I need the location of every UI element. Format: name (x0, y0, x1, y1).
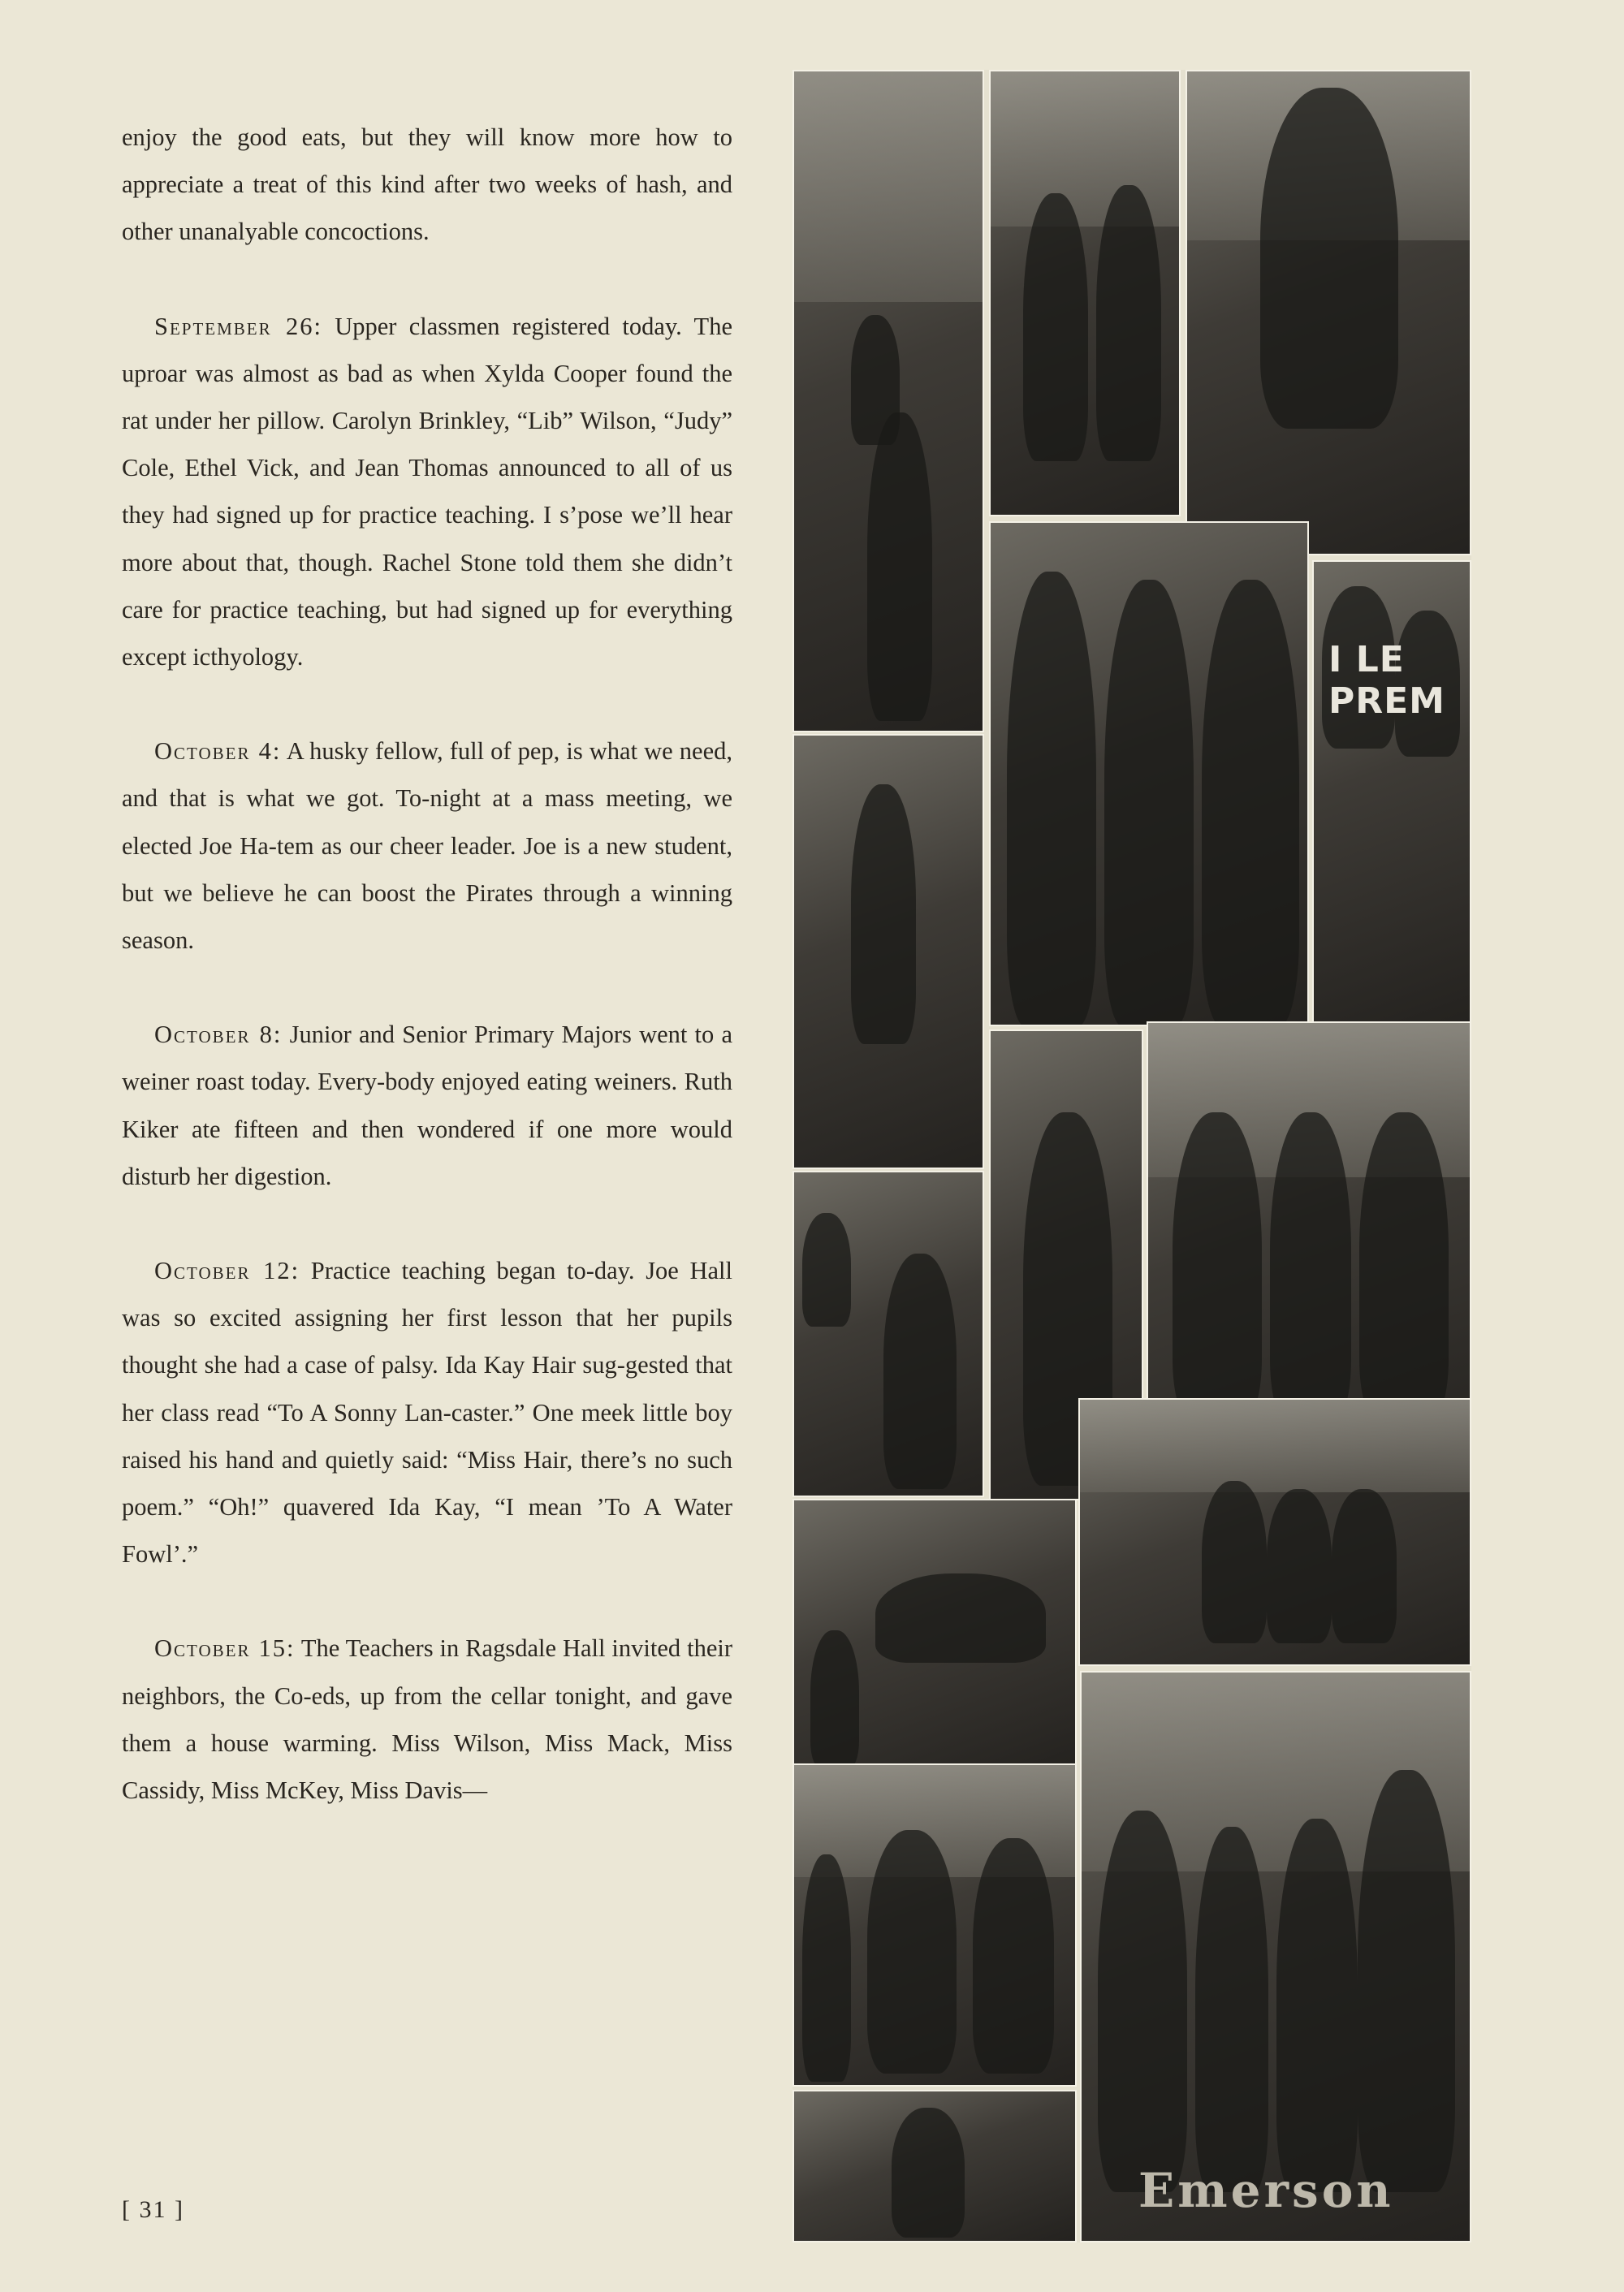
paragraph-intro (122, 114, 732, 256)
paragraph-text: Junior and Senior Primary Majors went to a weiner roast today. Every-body enjoyed eating weiners. Ruth Kiker ate fifteen and then wondered if one more would disturb her digestion. (122, 1021, 732, 1190)
emerson-banner-text: Emerson (1138, 2163, 1394, 2218)
paragraph-text: A husky fellow, full of pep, is what we need, and that is what we got. To-night at a mass meeting, we elected Joe Ha-tem as our cheer leader. Joe is a new student, but we believe he can boost the Pirates through a winning season. (122, 737, 732, 955)
photo-porch-group (793, 1499, 1077, 1770)
entry-date: October 12: (154, 1257, 300, 1285)
photo-sign-car (1312, 560, 1471, 1026)
paragraph-text: The Teachers in Ragsdale Hall invited their neighbors, the Co-eds, up from the cellar tonight, and gave them a house warming. Miss Wilson, Miss Mack, Miss Cassidy, Miss McKey, Miss Davis— (122, 1634, 732, 1805)
entry-date: October 8: (154, 1021, 283, 1049)
entry-date: October 4: (154, 737, 282, 766)
article-text (122, 114, 732, 1861)
photo-couple-window (989, 70, 1181, 516)
paragraph-text: Practice teaching began to-day. Joe Hall was so excited assigning her first lesson that her pupils thought she had a case of palsy. Ida Kay Hair sug-gested that her class read “To A Sonny Lan-caster.” One meek little boy raised his hand and quietly said: “Miss Hair, there’s no such poem.” “Oh!” quavered Ida Kay, “I mean ’To A Water Fowl’.” (122, 1257, 732, 1569)
page-number: [ 31 ] (122, 2196, 184, 2223)
paragraph-october-12 (122, 1247, 732, 1578)
paragraph-october-8 (122, 1011, 732, 1200)
photo-emerson-group (1080, 1671, 1471, 2242)
entry-date: September 26: (154, 312, 322, 340)
paragraph-october-4 (122, 727, 732, 964)
photo-collage (793, 70, 1471, 2242)
photo-men-coats (793, 1763, 1077, 2087)
sign-text: I LE PREM (1328, 639, 1445, 722)
photo-palm-tree-pair (793, 1171, 984, 1497)
photo-women-group (989, 521, 1309, 1026)
paragraph-text: enjoy the good eats, but they will know more how to appreciate a treat of this kind after two weeks of hash, and other unanalyable concoctions. (122, 123, 732, 246)
paragraph-september-26 (122, 303, 732, 681)
photo-upside-down-tree (1186, 70, 1471, 555)
photo-tennis-court-group (1078, 1398, 1471, 1666)
paragraph-october-15 (122, 1625, 732, 1814)
paragraph-text: Upper classmen registered today. The uproar was almost as bad as when Xylda Cooper found the rat under her pillow. Carolyn Brinkley, “Lib” Wilson, “Judy” Cole, Ethel Vick, and Jean Thomas announced to all of us they had signed up for practice teaching. I s’pose we’ll hear more about that, though. Rachel Stone told them she didn’t care for practice teaching, but had signed up for everything except icthyology. (122, 312, 732, 671)
photo-bicycle-rider (793, 734, 984, 1169)
entry-date: October 15: (154, 1634, 296, 1663)
photo-seated-woman (793, 2090, 1077, 2242)
photo-fire-escape-group (793, 70, 984, 732)
